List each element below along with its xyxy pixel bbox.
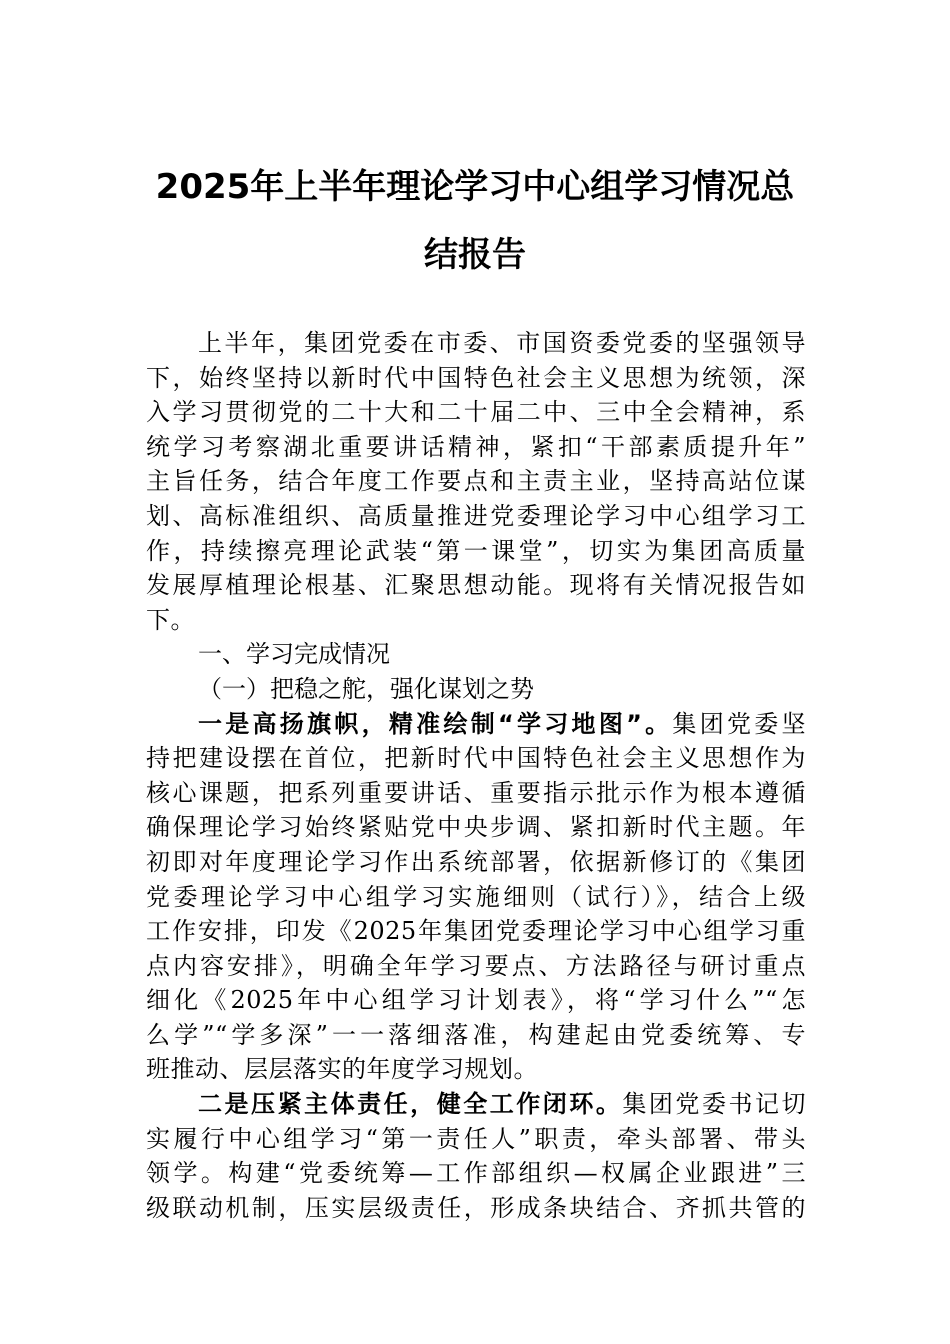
point-two-first-text: 集团党委书记切 (622, 1090, 806, 1119)
text-line: 班推动、层层落实的年度学习规划。 (146, 1055, 538, 1084)
point-one-lead: 一是高扬旗帜，精准绘制“学习地图”。 (198, 709, 673, 738)
text-line: 实履行中心组学习“第一责任人”职责，牵头部署、带头 (146, 1124, 806, 1153)
text-line: 发展厚植理论根基、汇聚思想动能。现将有关情况报告如 (146, 571, 806, 600)
text-line: 工作安排，印发《2025年集团党委理论学习中心组学习重 (146, 917, 806, 946)
intro-paragraph (146, 326, 806, 637)
text-line: 作，持续擦亮理论武装“第一课堂”，切实为集团高质量 (146, 536, 806, 565)
subsection-heading: （一）把稳之舵，强化谋划之势 (198, 674, 534, 703)
point-one-first-text: 集团党委坚 (672, 709, 806, 738)
text-line: 主旨任务，结合年度工作要点和主责主业，坚持高站位谋 (146, 467, 806, 496)
text-line: 核心课题，把系列重要讲话、重要指示批示作为根本遵循 (146, 778, 806, 807)
text-line (146, 1087, 806, 1122)
text-line: 细化《2025年中心组学习计划表》，将“学习什么”“怎 (146, 986, 806, 1015)
text-line: 上半年，集团党委在市委、市国资委党委的坚强领导 (198, 329, 806, 357)
document-title-line-1: 2025年上半年理论学习中心组学习情况总 (155, 167, 795, 207)
text-line: 统学习考察湖北重要讲话精神，紧扣“干部素质提升年” (146, 432, 806, 461)
document-body (146, 326, 806, 1225)
text-line (146, 707, 806, 742)
text-line: 初即对年度理论学习作出系统部署，依据新修订的《集团 (146, 847, 806, 876)
point-two-lead: 二是压紧主体责任，健全工作闭环。 (198, 1090, 623, 1119)
text-line: 领学。构建“党委统筹—工作部组织—权属企业跟进”三 (146, 1159, 806, 1188)
text-line: 持把建设摆在首位，把新时代中国特色社会主义思想作为 (146, 744, 806, 773)
text-line: 划、高标准组织、高质量推进党委理论学习中心组学习工 (146, 501, 806, 530)
section-heading: 一、学习完成情况 (198, 640, 390, 669)
point-one-paragraph (146, 707, 806, 1088)
text-line: 入学习贯彻党的二十大和二十届二中、三中全会精神，系 (146, 398, 806, 427)
text-line: 下。 (146, 605, 195, 634)
text-line: 点内容安排》，明确全年学习要点、方法路径与研讨重点 (146, 951, 806, 980)
text-line: 党委理论学习中心组学习实施细则（试行）》，结合上级 (146, 882, 806, 911)
text-line: 么学”“学多深”一一落细落准，构建起由党委统筹、专 (146, 1020, 806, 1049)
text-line: 级联动机制，压实层级责任，形成条块结合、齐抓共管的 (146, 1193, 806, 1222)
document-title-line-2: 结报告 (424, 235, 526, 275)
point-two-paragraph (146, 1087, 806, 1225)
text-line: 确保理论学习始终紧贴党中央步调、紧扣新时代主题。年 (146, 813, 806, 842)
text-line: 下，始终坚持以新时代中国特色社会主义思想为统领，深 (146, 363, 806, 392)
